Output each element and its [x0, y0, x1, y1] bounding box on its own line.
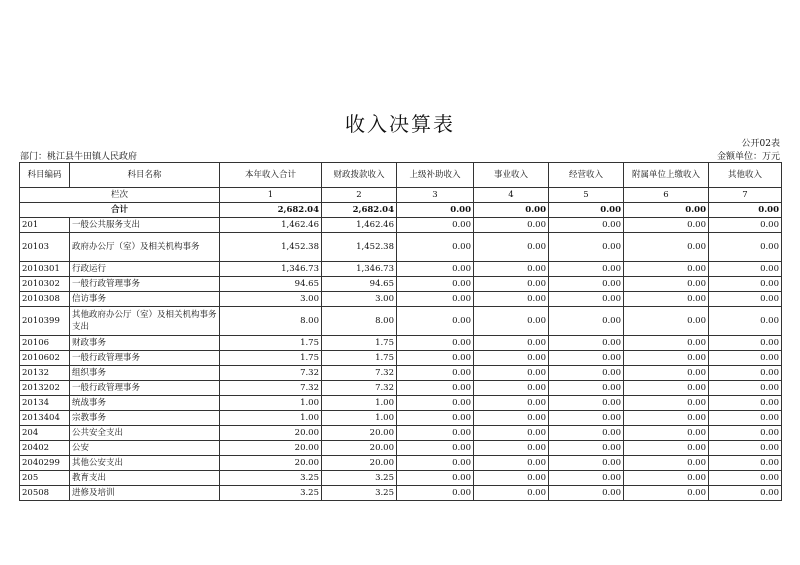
amount-cell: 0.00: [474, 351, 549, 366]
total-cell: 2,682.04: [220, 203, 322, 218]
table-row: [20, 411, 782, 426]
amount-cell: 0.00: [474, 336, 549, 351]
amount-cell: 1.75: [220, 336, 322, 351]
subject-name-cell: 其他政府办公厅（室）及相关机构事务支出: [70, 307, 220, 336]
amount-cell: 0.00: [474, 456, 549, 471]
amount-cell: 1,346.73: [220, 262, 322, 277]
amount-cell: 0.00: [709, 396, 782, 411]
amount-cell: 0.00: [549, 426, 624, 441]
amount-cell: 0.00: [549, 351, 624, 366]
amount-cell: 20.00: [220, 441, 322, 456]
subject-code-cell: 2013404: [20, 411, 70, 426]
subject-name-cell: 进修及培训: [70, 486, 220, 501]
subject-code-cell: 20106: [20, 336, 70, 351]
amount-cell: 0.00: [397, 366, 474, 381]
subject-code-cell: 201: [20, 218, 70, 233]
subject-name-cell: 宗教事务: [70, 411, 220, 426]
subject-name-cell: 其他公安支出: [70, 456, 220, 471]
amount-cell: 0.00: [549, 366, 624, 381]
amount-cell: 3.00: [220, 292, 322, 307]
table-row: [20, 292, 782, 307]
amount-cell: 7.32: [220, 366, 322, 381]
amount-cell: 0.00: [624, 396, 709, 411]
subject-name-cell: 一般行政管理事务: [70, 277, 220, 292]
subject-code-cell: 2010301: [20, 262, 70, 277]
index-cell: 1: [220, 188, 322, 203]
total-cell: 2,682.04: [322, 203, 397, 218]
total-label: 合计: [20, 203, 220, 218]
amount-cell: 1.75: [322, 336, 397, 351]
amount-cell: 3.00: [322, 292, 397, 307]
header-cell: 科目编码: [20, 163, 70, 188]
subject-code-cell: 2040299: [20, 456, 70, 471]
amount-cell: 0.00: [474, 292, 549, 307]
amount-cell: 0.00: [624, 366, 709, 381]
amount-cell: 7.32: [322, 366, 397, 381]
amount-cell: 3.25: [322, 471, 397, 486]
amount-cell: 0.00: [709, 381, 782, 396]
subject-name-cell: 教育支出: [70, 471, 220, 486]
subject-name-cell: 财政事务: [70, 336, 220, 351]
header-cell: 其他收入: [709, 163, 782, 188]
table-row: [20, 307, 782, 336]
amount-cell: 0.00: [549, 486, 624, 501]
amount-cell: 0.00: [397, 292, 474, 307]
amount-cell: 0.00: [397, 233, 474, 262]
subject-code-cell: 2010602: [20, 351, 70, 366]
subject-name-cell: 一般行政管理事务: [70, 381, 220, 396]
index-cell: 5: [549, 188, 624, 203]
total-cell: 0.00: [549, 203, 624, 218]
amount-cell: 20.00: [220, 426, 322, 441]
subject-code-cell: 2010399: [20, 307, 70, 336]
amount-cell: 0.00: [474, 218, 549, 233]
subject-code-cell: 2013202: [20, 381, 70, 396]
amount-cell: 0.00: [474, 277, 549, 292]
header-cell: 财政拨款收入: [322, 163, 397, 188]
table-row: [20, 277, 782, 292]
subject-name-cell: 一般行政管理事务: [70, 351, 220, 366]
amount-cell: 3.25: [322, 486, 397, 501]
amount-cell: 0.00: [709, 336, 782, 351]
subject-name-cell: 信访事务: [70, 292, 220, 307]
index-cell: 6: [624, 188, 709, 203]
amount-cell: 0.00: [709, 351, 782, 366]
amount-cell: 0.00: [474, 381, 549, 396]
index-cell: 2: [322, 188, 397, 203]
amount-cell: 3.25: [220, 486, 322, 501]
table-row: [20, 351, 782, 366]
amount-cell: 0.00: [397, 471, 474, 486]
amount-cell: 0.00: [397, 277, 474, 292]
amount-cell: 0.00: [549, 292, 624, 307]
amount-cell: 0.00: [709, 262, 782, 277]
amount-cell: 0.00: [549, 381, 624, 396]
subject-code-cell: 20508: [20, 486, 70, 501]
amount-cell: 0.00: [549, 441, 624, 456]
subject-code-cell: 2010308: [20, 292, 70, 307]
amount-cell: 0.00: [474, 441, 549, 456]
index-cell: 4: [474, 188, 549, 203]
amount-cell: 94.65: [322, 277, 397, 292]
table-row: [20, 426, 782, 441]
amount-cell: 0.00: [624, 277, 709, 292]
subject-name-cell: 公安: [70, 441, 220, 456]
table-row: [20, 218, 782, 233]
amount-cell: 0.00: [549, 411, 624, 426]
amount-cell: 20.00: [322, 456, 397, 471]
amount-cell: 0.00: [709, 411, 782, 426]
amount-cell: 20.00: [322, 441, 397, 456]
subject-code-cell: 205: [20, 471, 70, 486]
form-number: 公开02表: [741, 139, 780, 149]
amount-cell: 0.00: [709, 218, 782, 233]
amount-cell: 1.75: [220, 351, 322, 366]
index-cell: 7: [709, 188, 782, 203]
amount-cell: 0.00: [474, 411, 549, 426]
table-row: [20, 336, 782, 351]
amount-cell: 0.00: [709, 471, 782, 486]
index-label: 栏次: [20, 188, 220, 203]
amount-cell: 0.00: [474, 307, 549, 336]
amount-cell: 0.00: [709, 441, 782, 456]
subject-code-cell: 20402: [20, 441, 70, 456]
header-row: [20, 163, 782, 188]
amount-cell: 0.00: [474, 471, 549, 486]
amount-cell: 0.00: [709, 277, 782, 292]
amount-cell: 0.00: [474, 262, 549, 277]
header-cell: 事业收入: [474, 163, 549, 188]
department-label: 部门：桃江县牛田镇人民政府: [20, 152, 138, 162]
amount-cell: 0.00: [549, 262, 624, 277]
index-row: [20, 188, 782, 203]
amount-cell: 0.00: [474, 366, 549, 381]
amount-cell: 1.75: [322, 351, 397, 366]
amount-cell: 1,452.38: [220, 233, 322, 262]
table-row: [20, 233, 782, 262]
header-cell: 附属单位上缴收入: [624, 163, 709, 188]
amount-cell: 3.25: [220, 471, 322, 486]
amount-cell: 20.00: [322, 426, 397, 441]
header-cell: 上级补助收入: [397, 163, 474, 188]
amount-cell: 0.00: [397, 262, 474, 277]
amount-cell: 1,462.46: [322, 218, 397, 233]
total-cell: 0.00: [624, 203, 709, 218]
amount-cell: 0.00: [474, 396, 549, 411]
amount-cell: 0.00: [624, 292, 709, 307]
amount-cell: 0.00: [549, 277, 624, 292]
header-cell: 本年收入合计: [220, 163, 322, 188]
table-row: [20, 262, 782, 277]
amount-cell: 0.00: [624, 486, 709, 501]
index-cell: 3: [397, 188, 474, 203]
page-title: 收入决算表: [345, 112, 455, 136]
amount-cell: 1.00: [220, 396, 322, 411]
amount-cell: 0.00: [624, 351, 709, 366]
subject-code-cell: 20132: [20, 366, 70, 381]
amount-cell: 0.00: [549, 218, 624, 233]
amount-cell: 0.00: [624, 307, 709, 336]
amount-cell: 0.00: [709, 426, 782, 441]
subject-name-cell: 一般公共服务支出: [70, 218, 220, 233]
amount-cell: 0.00: [397, 426, 474, 441]
amount-unit-label: 金额单位：万元: [716, 152, 780, 162]
amount-cell: 0.00: [709, 233, 782, 262]
amount-cell: 7.32: [220, 381, 322, 396]
amount-cell: 0.00: [397, 456, 474, 471]
amount-cell: 8.00: [220, 307, 322, 336]
amount-cell: 0.00: [709, 292, 782, 307]
table-row: [20, 486, 782, 501]
amount-cell: 0.00: [624, 336, 709, 351]
amount-cell: 20.00: [220, 456, 322, 471]
subject-code-cell: 20134: [20, 396, 70, 411]
amount-cell: 0.00: [474, 486, 549, 501]
header-cell: 经营收入: [549, 163, 624, 188]
amount-cell: 0.00: [397, 441, 474, 456]
amount-cell: 0.00: [624, 218, 709, 233]
amount-cell: 0.00: [624, 471, 709, 486]
amount-cell: 1,452.38: [322, 233, 397, 262]
table-row: [20, 471, 782, 486]
table-row: [20, 381, 782, 396]
amount-cell: 1.00: [220, 411, 322, 426]
amount-cell: 0.00: [709, 366, 782, 381]
table-row: [20, 396, 782, 411]
amount-cell: 0.00: [474, 426, 549, 441]
subject-code-cell: 2010302: [20, 277, 70, 292]
total-cell: 0.00: [709, 203, 782, 218]
amount-cell: 0.00: [624, 426, 709, 441]
amount-cell: 0.00: [397, 486, 474, 501]
amount-cell: 0.00: [397, 396, 474, 411]
amount-cell: 0.00: [549, 396, 624, 411]
amount-cell: 0.00: [549, 336, 624, 351]
amount-cell: 8.00: [322, 307, 397, 336]
amount-cell: 0.00: [397, 411, 474, 426]
total-cell: 0.00: [397, 203, 474, 218]
amount-cell: 0.00: [709, 307, 782, 336]
amount-cell: 0.00: [549, 471, 624, 486]
amount-cell: 0.00: [624, 411, 709, 426]
header-cell: 科目名称: [70, 163, 220, 188]
table-row: [20, 366, 782, 381]
amount-cell: 1.00: [322, 411, 397, 426]
subject-name-cell: 行政运行: [70, 262, 220, 277]
amount-cell: 0.00: [397, 218, 474, 233]
amount-cell: 0.00: [397, 307, 474, 336]
total-row: [20, 203, 782, 218]
amount-cell: 7.32: [322, 381, 397, 396]
amount-cell: 0.00: [474, 233, 549, 262]
table-row: [20, 456, 782, 471]
amount-cell: 0.00: [624, 233, 709, 262]
subject-code-cell: 20103: [20, 233, 70, 262]
amount-cell: 0.00: [624, 441, 709, 456]
amount-cell: 0.00: [549, 233, 624, 262]
amount-cell: 0.00: [709, 456, 782, 471]
amount-cell: 0.00: [549, 307, 624, 336]
amount-cell: 0.00: [624, 262, 709, 277]
amount-cell: 0.00: [397, 351, 474, 366]
subject-code-cell: 204: [20, 426, 70, 441]
amount-cell: 0.00: [397, 381, 474, 396]
amount-cell: 0.00: [549, 456, 624, 471]
income-table: [19, 162, 782, 501]
subject-name-cell: 公共安全支出: [70, 426, 220, 441]
amount-cell: 0.00: [709, 486, 782, 501]
subject-name-cell: 政府办公厅（室）及相关机构事务: [70, 233, 220, 262]
amount-cell: 1,462.46: [220, 218, 322, 233]
amount-cell: 0.00: [397, 336, 474, 351]
table-row: [20, 441, 782, 456]
amount-cell: 0.00: [624, 381, 709, 396]
total-cell: 0.00: [474, 203, 549, 218]
amount-cell: 94.65: [220, 277, 322, 292]
amount-cell: 0.00: [624, 456, 709, 471]
subject-name-cell: 组织事务: [70, 366, 220, 381]
amount-cell: 1.00: [322, 396, 397, 411]
amount-cell: 1,346.73: [322, 262, 397, 277]
subject-name-cell: 统战事务: [70, 396, 220, 411]
